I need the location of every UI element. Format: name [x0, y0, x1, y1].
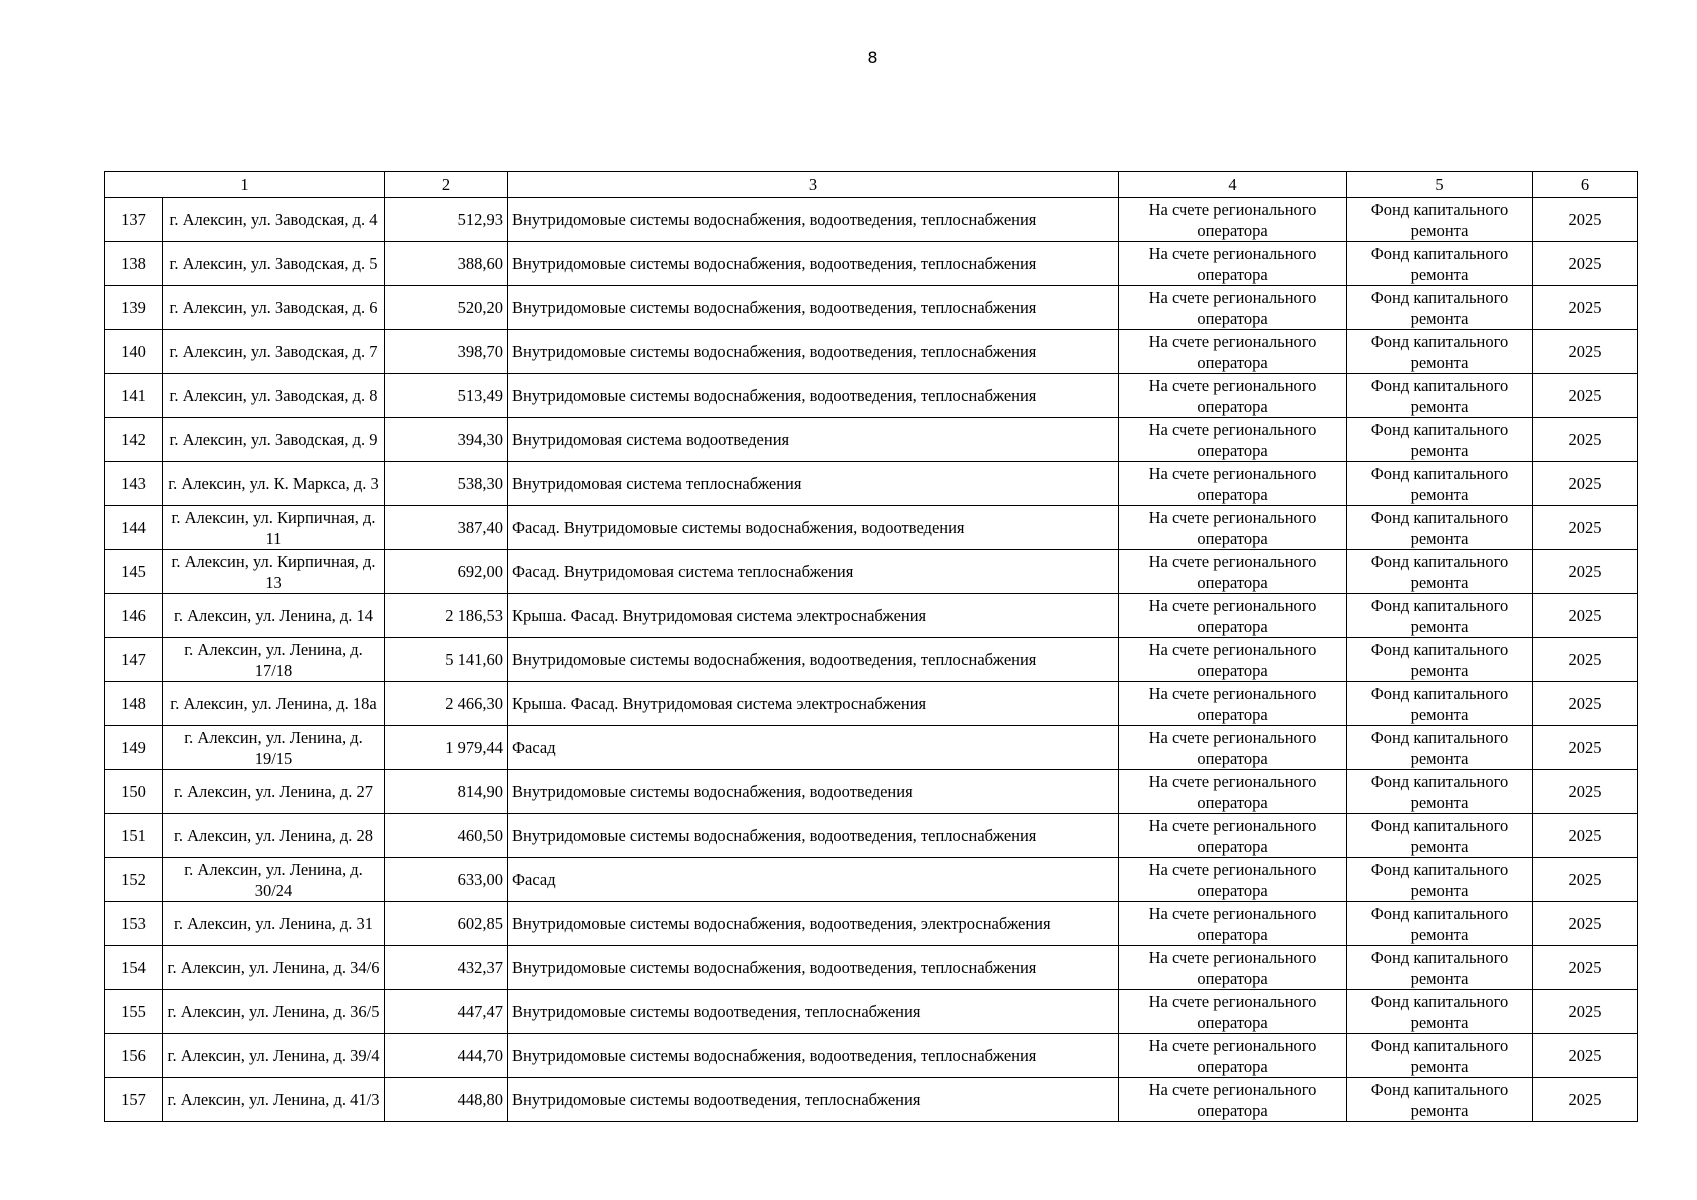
area-cell: 2 186,53	[385, 594, 508, 638]
fund-source-cell: Фонд капитального ремонта	[1347, 858, 1533, 902]
area-cell: 538,30	[385, 462, 508, 506]
works-cell: Фасад	[508, 858, 1119, 902]
year-cell: 2025	[1533, 506, 1638, 550]
fund-source-cell: Фонд капитального ремонта	[1347, 726, 1533, 770]
row-number: 145	[105, 550, 163, 594]
works-cell: Внутридомовые системы водоснабжения, водоотведения	[508, 770, 1119, 814]
column-header-4: 4	[1119, 172, 1347, 198]
row-number: 149	[105, 726, 163, 770]
fund-source-cell: Фонд капитального ремонта	[1347, 418, 1533, 462]
table-row	[105, 990, 1638, 1034]
account-cell: На счете регионального оператора	[1119, 374, 1347, 418]
address-cell: г. Алексин, ул. Ленина, д. 27	[163, 770, 385, 814]
row-number: 139	[105, 286, 163, 330]
table-row	[105, 242, 1638, 286]
fund-source-cell: Фонд капитального ремонта	[1347, 638, 1533, 682]
works-cell: Фасад. Внутридомовые системы водоснабжения, водоотведения	[508, 506, 1119, 550]
table-row	[105, 506, 1638, 550]
fund-source-cell: Фонд капитального ремонта	[1347, 1078, 1533, 1122]
fund-source-cell: Фонд капитального ремонта	[1347, 286, 1533, 330]
year-cell: 2025	[1533, 242, 1638, 286]
year-cell: 2025	[1533, 550, 1638, 594]
address-cell: г. Алексин, ул. Заводская, д. 4	[163, 198, 385, 242]
account-cell: На счете регионального оператора	[1119, 726, 1347, 770]
account-cell: На счете регионального оператора	[1119, 682, 1347, 726]
area-cell: 602,85	[385, 902, 508, 946]
account-cell: На счете регионального оператора	[1119, 902, 1347, 946]
table-row	[105, 770, 1638, 814]
account-cell: На счете регионального оператора	[1119, 418, 1347, 462]
address-cell: г. Алексин, ул. Заводская, д. 9	[163, 418, 385, 462]
row-number: 157	[105, 1078, 163, 1122]
repair-program-table	[104, 171, 1638, 1122]
account-cell: На счете регионального оператора	[1119, 858, 1347, 902]
address-cell: г. Алексин, ул. Ленина, д. 34/6	[163, 946, 385, 990]
year-cell: 2025	[1533, 330, 1638, 374]
table-row	[105, 682, 1638, 726]
year-cell: 2025	[1533, 638, 1638, 682]
account-cell: На счете регионального оператора	[1119, 990, 1347, 1034]
address-cell: г. Алексин, ул. Заводская, д. 8	[163, 374, 385, 418]
address-cell: г. Алексин, ул. Ленина, д. 31	[163, 902, 385, 946]
fund-source-cell: Фонд капитального ремонта	[1347, 770, 1533, 814]
table-row	[105, 726, 1638, 770]
table-row	[105, 902, 1638, 946]
works-cell: Внутридомовые системы водоснабжения, водоотведения, теплоснабжения	[508, 1034, 1119, 1078]
address-cell: г. Алексин, ул. Ленина, д. 39/4	[163, 1034, 385, 1078]
address-cell: г. Алексин, ул. Ленина, д. 14	[163, 594, 385, 638]
year-cell: 2025	[1533, 902, 1638, 946]
account-cell: На счете регионального оператора	[1119, 1034, 1347, 1078]
account-cell: На счете регионального оператора	[1119, 462, 1347, 506]
works-cell: Фасад	[508, 726, 1119, 770]
account-cell: На счете регионального оператора	[1119, 1078, 1347, 1122]
table-row	[105, 946, 1638, 990]
fund-source-cell: Фонд капитального ремонта	[1347, 374, 1533, 418]
column-header-5: 5	[1347, 172, 1533, 198]
works-cell: Внутридомовые системы водоснабжения, водоотведения, теплоснабжения	[508, 946, 1119, 990]
table-row	[105, 1078, 1638, 1122]
year-cell: 2025	[1533, 286, 1638, 330]
fund-source-cell: Фонд капитального ремонта	[1347, 462, 1533, 506]
address-cell: г. Алексин, ул. Ленина, д. 18а	[163, 682, 385, 726]
area-cell: 513,49	[385, 374, 508, 418]
table-row	[105, 638, 1638, 682]
area-cell: 692,00	[385, 550, 508, 594]
works-cell: Внутридомовые системы водоснабжения, водоотведения, теплоснабжения	[508, 814, 1119, 858]
row-number: 143	[105, 462, 163, 506]
works-cell: Внутридомовые системы водоотведения, теплоснабжения	[508, 1078, 1119, 1122]
area-cell: 814,90	[385, 770, 508, 814]
row-number: 144	[105, 506, 163, 550]
fund-source-cell: Фонд капитального ремонта	[1347, 330, 1533, 374]
account-cell: На счете регионального оператора	[1119, 242, 1347, 286]
works-cell: Внутридомовые системы водоснабжения, водоотведения, теплоснабжения	[508, 330, 1119, 374]
table-body	[105, 198, 1638, 1122]
works-cell: Внутридомовые системы водоснабжения, водоотведения, теплоснабжения	[508, 242, 1119, 286]
works-cell: Крыша. Фасад. Внутридомовая система электроснабжения	[508, 594, 1119, 638]
address-cell: г. Алексин, ул. Ленина, д. 19/15	[163, 726, 385, 770]
year-cell: 2025	[1533, 770, 1638, 814]
fund-source-cell: Фонд капитального ремонта	[1347, 902, 1533, 946]
year-cell: 2025	[1533, 1034, 1638, 1078]
area-cell: 633,00	[385, 858, 508, 902]
year-cell: 2025	[1533, 682, 1638, 726]
works-cell: Внутридомовые системы водоснабжения, водоотведения, теплоснабжения	[508, 198, 1119, 242]
works-cell: Внутридомовые системы водоотведения, теплоснабжения	[508, 990, 1119, 1034]
table-row	[105, 814, 1638, 858]
column-header-3: 3	[508, 172, 1119, 198]
works-cell: Крыша. Фасад. Внутридомовая система электроснабжения	[508, 682, 1119, 726]
year-cell: 2025	[1533, 418, 1638, 462]
fund-source-cell: Фонд капитального ремонта	[1347, 242, 1533, 286]
address-cell: г. Алексин, ул. Кирпичная, д. 11	[163, 506, 385, 550]
row-number: 148	[105, 682, 163, 726]
works-cell: Внутридомовые системы водоснабжения, водоотведения, теплоснабжения	[508, 374, 1119, 418]
header-row	[105, 172, 1638, 198]
row-number: 142	[105, 418, 163, 462]
works-cell: Фасад. Внутридомовая система теплоснабжения	[508, 550, 1119, 594]
account-cell: На счете регионального оператора	[1119, 946, 1347, 990]
account-cell: На счете регионального оператора	[1119, 770, 1347, 814]
column-header-6: 6	[1533, 172, 1638, 198]
year-cell: 2025	[1533, 198, 1638, 242]
address-cell: г. Алексин, ул. Заводская, д. 7	[163, 330, 385, 374]
column-header-1: 1	[105, 172, 385, 198]
fund-source-cell: Фонд капитального ремонта	[1347, 550, 1533, 594]
fund-source-cell: Фонд капитального ремонта	[1347, 990, 1533, 1034]
area-cell: 387,40	[385, 506, 508, 550]
row-number: 152	[105, 858, 163, 902]
fund-source-cell: Фонд капитального ремонта	[1347, 946, 1533, 990]
row-number: 146	[105, 594, 163, 638]
year-cell: 2025	[1533, 374, 1638, 418]
year-cell: 2025	[1533, 858, 1638, 902]
fund-source-cell: Фонд капитального ремонта	[1347, 682, 1533, 726]
table-row	[105, 462, 1638, 506]
works-cell: Внутридомовые системы водоснабжения, водоотведения, электроснабжения	[508, 902, 1119, 946]
page-number: 8	[867, 48, 878, 67]
works-cell: Внутридомовые системы водоснабжения, водоотведения, теплоснабжения	[508, 638, 1119, 682]
works-cell: Внутридомовые системы водоснабжения, водоотведения, теплоснабжения	[508, 286, 1119, 330]
fund-source-cell: Фонд капитального ремонта	[1347, 814, 1533, 858]
area-cell: 1 979,44	[385, 726, 508, 770]
address-cell: г. Алексин, ул. Заводская, д. 5	[163, 242, 385, 286]
row-number: 156	[105, 1034, 163, 1078]
account-cell: На счете регионального оператора	[1119, 638, 1347, 682]
year-cell: 2025	[1533, 462, 1638, 506]
account-cell: На счете регионального оператора	[1119, 198, 1347, 242]
address-cell: г. Алексин, ул. Ленина, д. 28	[163, 814, 385, 858]
address-cell: г. Алексин, ул. Заводская, д. 6	[163, 286, 385, 330]
area-cell: 448,80	[385, 1078, 508, 1122]
year-cell: 2025	[1533, 726, 1638, 770]
column-header-2: 2	[385, 172, 508, 198]
works-cell: Внутридомовая система теплоснабжения	[508, 462, 1119, 506]
year-cell: 2025	[1533, 594, 1638, 638]
table-row	[105, 550, 1638, 594]
account-cell: На счете регионального оператора	[1119, 286, 1347, 330]
year-cell: 2025	[1533, 946, 1638, 990]
row-number: 150	[105, 770, 163, 814]
area-cell: 460,50	[385, 814, 508, 858]
works-cell: Внутридомовая система водоотведения	[508, 418, 1119, 462]
fund-source-cell: Фонд капитального ремонта	[1347, 1034, 1533, 1078]
table-row	[105, 374, 1638, 418]
year-cell: 2025	[1533, 814, 1638, 858]
area-cell: 444,70	[385, 1034, 508, 1078]
table-row	[105, 330, 1638, 374]
table-row	[105, 198, 1638, 242]
area-cell: 432,37	[385, 946, 508, 990]
area-cell: 447,47	[385, 990, 508, 1034]
account-cell: На счете регионального оператора	[1119, 550, 1347, 594]
area-cell: 2 466,30	[385, 682, 508, 726]
row-number: 151	[105, 814, 163, 858]
address-cell: г. Алексин, ул. К. Маркса, д. 3	[163, 462, 385, 506]
account-cell: На счете регионального оператора	[1119, 506, 1347, 550]
address-cell: г. Алексин, ул. Кирпичная, д. 13	[163, 550, 385, 594]
account-cell: На счете регионального оператора	[1119, 330, 1347, 374]
fund-source-cell: Фонд капитального ремонта	[1347, 198, 1533, 242]
table-row	[105, 286, 1638, 330]
account-cell: На счете регионального оператора	[1119, 814, 1347, 858]
fund-source-cell: Фонд капитального ремонта	[1347, 594, 1533, 638]
area-cell: 388,60	[385, 242, 508, 286]
address-cell: г. Алексин, ул. Ленина, д. 41/3	[163, 1078, 385, 1122]
fund-source-cell: Фонд капитального ремонта	[1347, 506, 1533, 550]
year-cell: 2025	[1533, 1078, 1638, 1122]
table-row	[105, 418, 1638, 462]
row-number: 147	[105, 638, 163, 682]
row-number: 153	[105, 902, 163, 946]
area-cell: 5 141,60	[385, 638, 508, 682]
area-cell: 520,20	[385, 286, 508, 330]
area-cell: 512,93	[385, 198, 508, 242]
row-number: 138	[105, 242, 163, 286]
row-number: 154	[105, 946, 163, 990]
year-cell: 2025	[1533, 990, 1638, 1034]
row-number: 137	[105, 198, 163, 242]
table-row	[105, 858, 1638, 902]
address-cell: г. Алексин, ул. Ленина, д. 17/18	[163, 638, 385, 682]
row-number: 140	[105, 330, 163, 374]
table-row	[105, 1034, 1638, 1078]
account-cell: На счете регионального оператора	[1119, 594, 1347, 638]
area-cell: 398,70	[385, 330, 508, 374]
table-row	[105, 594, 1638, 638]
row-number: 141	[105, 374, 163, 418]
area-cell: 394,30	[385, 418, 508, 462]
address-cell: г. Алексин, ул. Ленина, д. 36/5	[163, 990, 385, 1034]
address-cell: г. Алексин, ул. Ленина, д. 30/24	[163, 858, 385, 902]
row-number: 155	[105, 990, 163, 1034]
